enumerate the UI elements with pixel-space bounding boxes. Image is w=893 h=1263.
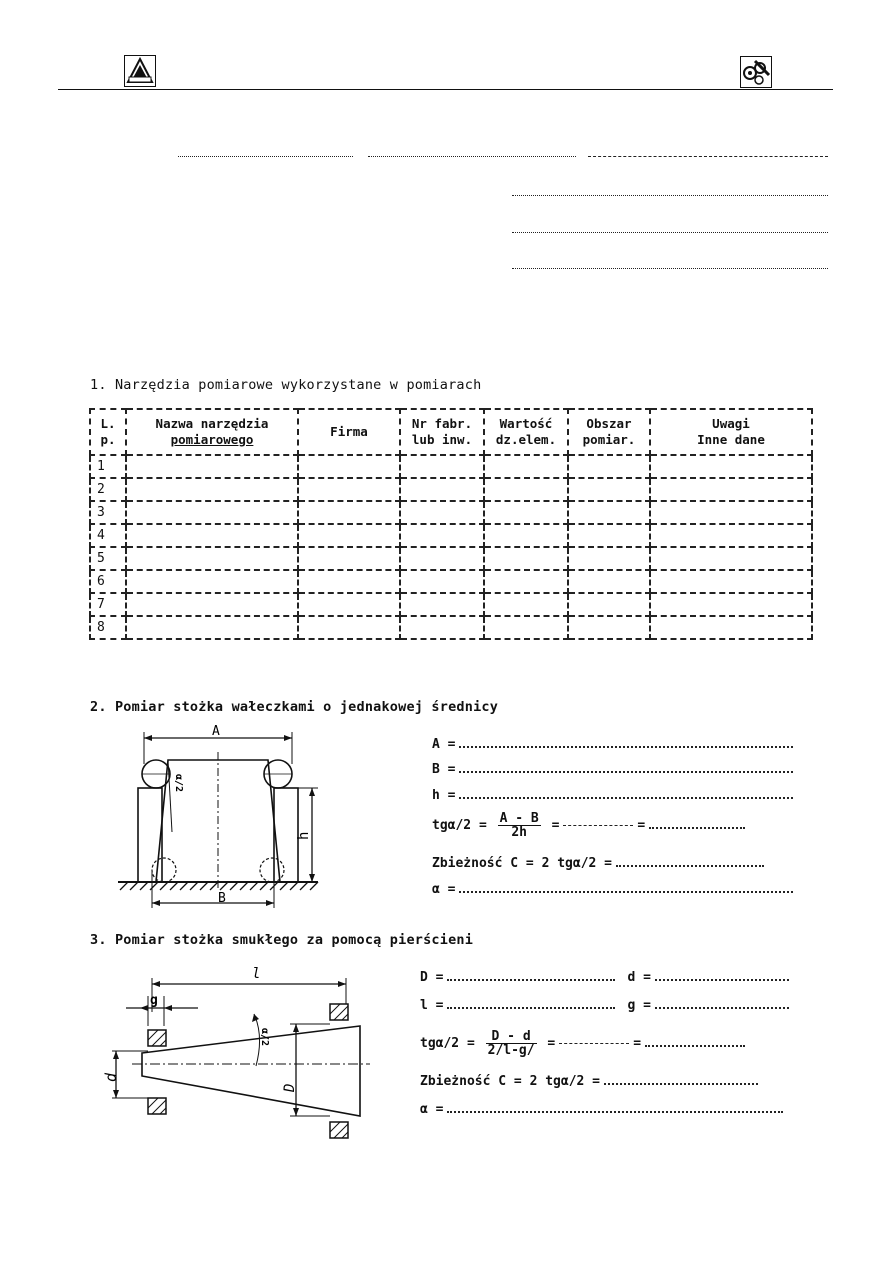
blank-field-2[interactable] — [368, 156, 576, 157]
field-h-input[interactable] — [459, 797, 793, 799]
field-tg-s2: tgα/2 = $\frac{A - B}{2h}$ = = — [432, 812, 745, 839]
section1-heading: 1. Narzędzia pomiarowe wykorzystane w pomiarach — [90, 377, 482, 393]
field-l: l = g = — [420, 998, 789, 1013]
slender-cone-rings-diagram — [104, 956, 374, 1146]
field-alpha-s3: α = — [420, 1102, 783, 1117]
table-cell[interactable] — [298, 547, 400, 570]
field-b-input[interactable] — [459, 771, 793, 773]
table-cell[interactable] — [126, 593, 298, 616]
table-cell[interactable] — [484, 616, 568, 639]
table-cell[interactable] — [568, 455, 650, 478]
col-header-notes: Uwagi Inne dane — [650, 409, 812, 455]
table-cell[interactable] — [650, 478, 812, 501]
table-cell[interactable] — [484, 593, 568, 616]
label-half-angle-s3: α/2 — [259, 1028, 270, 1047]
table-cell[interactable] — [400, 501, 484, 524]
table-cell[interactable] — [126, 455, 298, 478]
field-zb-s3-input[interactable] — [604, 1083, 758, 1085]
table-cell[interactable] — [568, 547, 650, 570]
field-D: D = d = — [420, 970, 789, 985]
label-g: g — [150, 993, 158, 1008]
field-zb-s3: Zbieżność C = 2 tgα/2 = — [420, 1074, 758, 1089]
tools-table-header-row — [90, 409, 812, 455]
table-cell[interactable] — [400, 455, 484, 478]
table-cell[interactable] — [568, 593, 650, 616]
table-cell[interactable] — [126, 478, 298, 501]
field-a-input[interactable] — [459, 746, 793, 748]
table-row — [90, 547, 812, 570]
section3-heading: 3. Pomiar stożka smukłego za pomocą pierścieni — [90, 932, 474, 948]
field-zb-s2: Zbieżność C = 2 tgα/2 = — [432, 856, 764, 871]
row-number: 8 — [90, 616, 126, 639]
table-row — [90, 501, 812, 524]
table-cell[interactable] — [484, 478, 568, 501]
gears-logo — [740, 56, 772, 88]
row-number: 2 — [90, 478, 126, 501]
blank-field-5[interactable] — [512, 232, 828, 233]
table-cell[interactable] — [650, 570, 812, 593]
table-cell[interactable] — [400, 547, 484, 570]
field-alpha-s3-input[interactable] — [447, 1111, 783, 1113]
table-cell[interactable] — [298, 455, 400, 478]
field-l-input[interactable] — [447, 1007, 615, 1009]
table-cell[interactable] — [568, 616, 650, 639]
table-cell[interactable] — [126, 616, 298, 639]
field-tg-s3: tgα/2 = $\frac{D - d}{2/l-g/}$ = = — [420, 1030, 745, 1057]
table-cell[interactable] — [400, 616, 484, 639]
table-cell[interactable] — [650, 616, 812, 639]
table-cell[interactable] — [298, 524, 400, 547]
tg-s2-result[interactable] — [649, 827, 745, 829]
table-cell[interactable] — [126, 570, 298, 593]
table-cell[interactable] — [650, 455, 812, 478]
field-alpha-s2-input[interactable] — [459, 891, 793, 893]
table-cell[interactable] — [400, 524, 484, 547]
table-cell[interactable] — [484, 570, 568, 593]
label-d: d — [102, 1072, 120, 1082]
gears-icon — [741, 57, 771, 87]
row-number: 3 — [90, 501, 126, 524]
company-logo — [124, 55, 156, 87]
fraction-s3: $\frac{D - d}{2/l-g/}$ — [487, 1029, 535, 1058]
label-b: B — [218, 891, 226, 906]
table-cell[interactable] — [400, 478, 484, 501]
table-cell[interactable] — [484, 455, 568, 478]
table-cell[interactable] — [126, 547, 298, 570]
tg-s3-intermediate[interactable] — [559, 1043, 629, 1044]
table-cell[interactable] — [298, 501, 400, 524]
row-number: 6 — [90, 570, 126, 593]
field-a: A = — [432, 737, 793, 752]
blank-field-6[interactable] — [512, 268, 828, 269]
field-D-input[interactable] — [447, 979, 615, 981]
row-number: 4 — [90, 524, 126, 547]
col-header-firm: Firma — [298, 409, 400, 455]
table-cell[interactable] — [126, 524, 298, 547]
table-cell[interactable] — [400, 593, 484, 616]
triangle-logo-icon — [125, 56, 155, 86]
table-cell[interactable] — [650, 501, 812, 524]
table-cell[interactable] — [400, 570, 484, 593]
table-row — [90, 455, 812, 478]
col-header-tool-name: Nazwa narzędzia pomiarowego — [126, 409, 298, 455]
tg-s3-result[interactable] — [645, 1045, 745, 1047]
field-d-input[interactable] — [655, 979, 789, 981]
blank-field-3[interactable] — [588, 156, 828, 157]
field-alpha-s2: α = — [432, 882, 793, 897]
table-cell[interactable] — [650, 524, 812, 547]
table-cell[interactable] — [298, 478, 400, 501]
table-cell[interactable] — [484, 524, 568, 547]
blank-field-1[interactable] — [178, 156, 353, 157]
table-cell[interactable] — [298, 570, 400, 593]
tg-s2-intermediate[interactable] — [563, 825, 633, 826]
label-half-angle-s2: α/2 — [173, 774, 184, 793]
header-rule — [58, 89, 833, 90]
col-header-division: Wartość dz.elem. — [484, 409, 568, 455]
table-cell[interactable] — [650, 593, 812, 616]
table-cell[interactable] — [568, 570, 650, 593]
table-cell[interactable] — [126, 501, 298, 524]
label-l: l — [252, 966, 261, 982]
table-row — [90, 616, 812, 639]
table-cell[interactable] — [484, 547, 568, 570]
table-cell[interactable] — [650, 547, 812, 570]
col-header-range: Obszar pomiar. — [568, 409, 650, 455]
table-cell[interactable] — [298, 593, 400, 616]
label-D: D — [282, 1083, 298, 1092]
fraction-s2: $\frac{A - B}{2h}$ — [499, 811, 539, 840]
table-cell[interactable] — [484, 501, 568, 524]
table-row — [90, 478, 812, 501]
label-a: A — [212, 724, 220, 739]
field-h: h = — [432, 788, 793, 803]
row-number: 5 — [90, 547, 126, 570]
col-header-serial: Nr fabr. lub inw. — [400, 409, 484, 455]
table-cell[interactable] — [568, 501, 650, 524]
blank-field-4[interactable] — [512, 195, 828, 196]
cone-rollers-diagram — [112, 722, 324, 914]
table-row — [90, 524, 812, 547]
field-b: B = — [432, 762, 793, 777]
table-cell[interactable] — [298, 616, 400, 639]
table-row — [90, 593, 812, 616]
section2-heading: 2. Pomiar stożka wałeczkami o jednakowej średnicy — [90, 699, 499, 715]
field-zb-s2-input[interactable] — [616, 865, 764, 867]
col-header-lp: L. p. — [90, 409, 126, 455]
tools-table — [89, 408, 813, 640]
table-cell[interactable] — [568, 524, 650, 547]
field-g-input[interactable] — [655, 1007, 789, 1009]
table-cell[interactable] — [568, 478, 650, 501]
row-number: 1 — [90, 455, 126, 478]
label-h: h — [296, 831, 312, 840]
row-number: 7 — [90, 593, 126, 616]
table-row — [90, 570, 812, 593]
